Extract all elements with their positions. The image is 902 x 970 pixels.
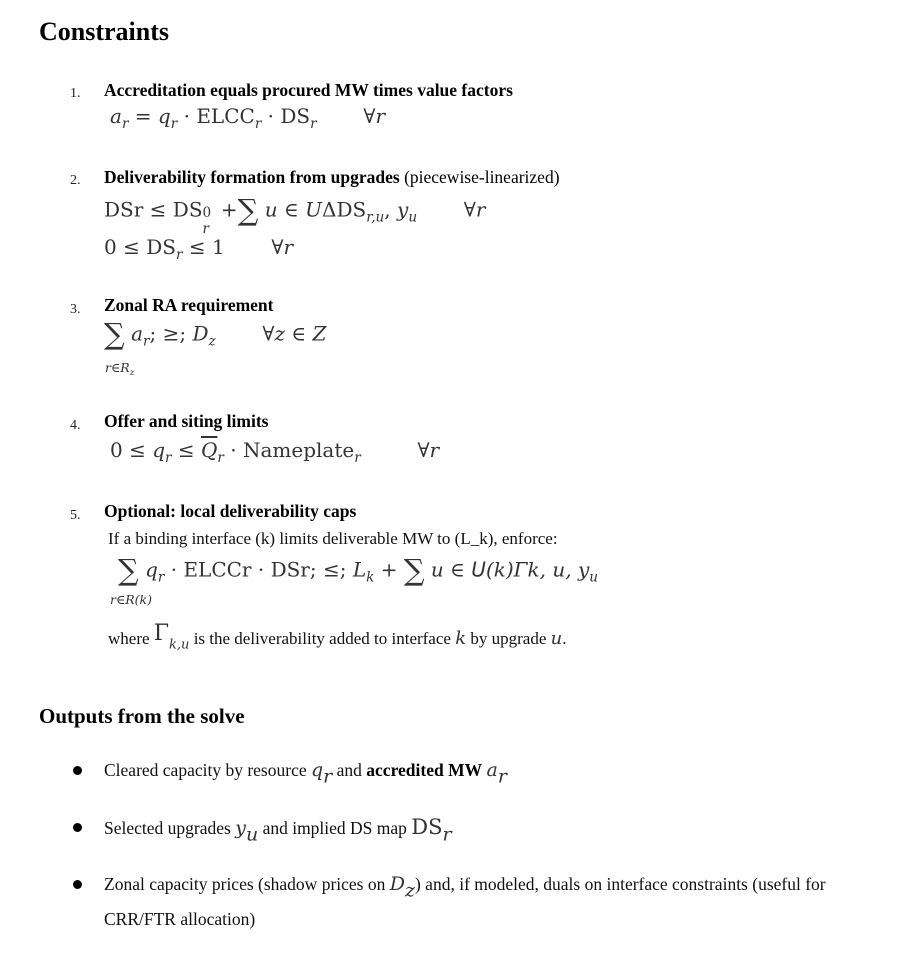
bullet-1 bbox=[73, 766, 82, 775]
output-bullet-cleared-capacity: Cleared capacity by resource qr and accredited MW ar bbox=[104, 759, 507, 788]
equation-offer-limits: $0 \le q_r \le \overline{Q}_r$ · Nameplate$_r$ ∀r bbox=[110, 438, 440, 466]
item-number-1: 1. bbox=[70, 86, 81, 101]
item-number-5: 5. bbox=[70, 508, 81, 523]
bullet-2 bbox=[73, 823, 82, 832]
item-5-intro: If a binding interface (k) limits deliverable MW to (L_k), enforce: bbox=[108, 529, 558, 548]
item-title-5: Optional: local deliverability caps bbox=[104, 501, 357, 521]
item-title-4: Offer and siting limits bbox=[104, 411, 269, 431]
bullet-3 bbox=[73, 880, 82, 889]
outputs-heading: Outputs from the solve bbox=[39, 704, 245, 728]
equation-deliverability-formation: DSr ≤ DS 0 r +∑ u ∈ $U\Delta DS_{r,u}$, $y_u$ ∀r bbox=[104, 193, 486, 237]
sum-index-zonal: $r\in R_z$ bbox=[105, 360, 135, 378]
gamma-definition: where $\Gamma_{k,u}$ is the deliverability added to interface k by upgrade u. bbox=[108, 621, 567, 653]
sum-index-local: r∈R(k) bbox=[110, 592, 152, 607]
item-number-4: 4. bbox=[70, 418, 81, 433]
item-title-3: Zonal RA requirement bbox=[104, 295, 274, 315]
item-number-2: 2. bbox=[70, 173, 81, 188]
constraints-heading: Constraints bbox=[39, 17, 170, 46]
equation-accreditation: $a_r = q_r$ · $ELCC_r \cdot DS_r$ ∀r bbox=[110, 104, 385, 132]
equation-zonal-ra: ∑ $a_r$; ≥; $D_z$ ∀z ∈ Z bbox=[104, 317, 327, 351]
item-number-3: 3. bbox=[70, 302, 81, 317]
equation-ds-bounds: $0 \le DS_r \le 1$ ∀r bbox=[104, 235, 294, 263]
item-title-1: Accreditation equals procured MW times value factors bbox=[104, 80, 513, 100]
item-title-2: Deliverability formation from upgrades (piecewise-linearized) bbox=[104, 167, 560, 187]
output-bullet-selected-upgrades: Selected upgrades yu and implied DS map DSr bbox=[104, 815, 452, 846]
equation-local-caps: ∑ $q_r$ · ELCCr · DSr; ≤; $L_k$ + ∑ u ∈ U(k)Γk, u, $y_u$ bbox=[118, 553, 599, 587]
output-bullet-zonal-prices: Zonal capacity prices (shadow prices on Dz) and, if modeled, duals on interface constraints (useful for CRR/FTR allocation) bbox=[104, 873, 826, 929]
